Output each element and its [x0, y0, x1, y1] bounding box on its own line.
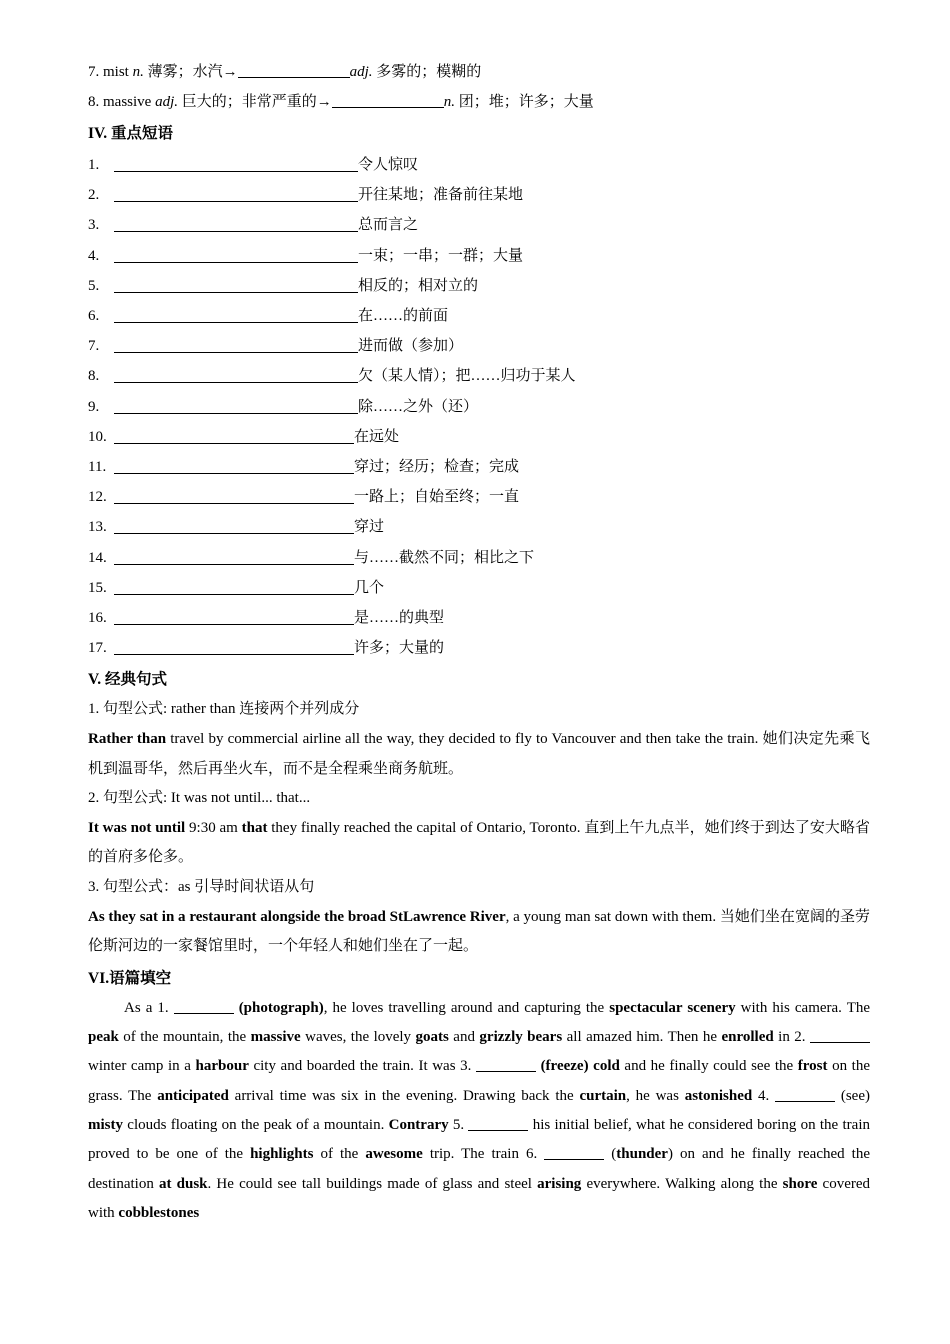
word-entry-number: 7.: [88, 64, 100, 80]
cloze-text: arrival time was six in the evening. Drawing back the: [228, 1087, 580, 1104]
phrase-meaning: 一束；一串；一群；大量: [358, 247, 524, 264]
phrase-meaning: 除……之外（还）: [358, 398, 479, 415]
pattern-keyword-that: that: [241, 819, 268, 836]
cloze-key-word: peak: [88, 1029, 119, 1046]
cloze-text: . He could see tall buildings made of glass and steel: [207, 1175, 538, 1192]
phrase-row: [88, 150, 870, 180]
cloze-text: with his camera. The: [735, 999, 871, 1016]
phrase-meaning: 欠（某人情）；把……归功于某人: [358, 368, 576, 385]
phrase-row: [88, 271, 870, 301]
cloze-text: As a 1.: [124, 999, 174, 1016]
phrase-meaning: 总而言之: [358, 217, 419, 234]
cloze-prompt-word: (photograph): [238, 999, 324, 1016]
word-entry-meaning: 巨大的；非常严重的→: [178, 93, 332, 110]
cloze-blank-2[interactable]: [810, 1029, 870, 1043]
phrase-number: 6.: [88, 308, 100, 325]
phrase-meaning: 进而做（参加）: [358, 338, 464, 355]
pattern-sentence: [88, 903, 870, 962]
document-page: [88, 58, 870, 1228]
cloze-key-word: misty: [88, 1116, 123, 1133]
cloze-key-word: enrolled: [721, 1029, 774, 1046]
word-entry-target-meaning: 团；堆；许多；大量: [455, 93, 594, 110]
cloze-blank-6[interactable]: [544, 1146, 604, 1160]
phrase-meaning: 相反的；相对立的: [358, 277, 479, 294]
pattern-english-mid: 9:30 am: [185, 819, 242, 836]
phrase-blank[interactable]: [114, 518, 354, 534]
phrase-number: 5.: [88, 277, 100, 294]
phrase-meaning: 与……截然不同；相比之下: [354, 549, 535, 566]
cloze-key-word: at dusk: [158, 1175, 208, 1192]
word-entry-pos-target: n.: [443, 93, 456, 110]
cloze-text: his initial belief, what he considered boring on the train proved to be one of the: [88, 1116, 870, 1163]
phrase-blank[interactable]: [114, 277, 358, 293]
section-heading-cloze: VI.语篇填空: [88, 969, 172, 987]
cloze-text: and: [448, 1029, 480, 1046]
phrase-row: [88, 361, 870, 391]
phrase-number: 2.: [88, 187, 100, 204]
cloze-text: in 2.: [773, 1029, 810, 1046]
pattern-translation: 当她们坐在宽阔的圣劳伦斯河边的一家餐馆里时，一个年轻人和她们坐在了一起。: [88, 908, 870, 955]
phrase-blank[interactable]: [114, 156, 358, 172]
phrase-row: [88, 210, 870, 240]
phrase-meaning: 是……的典型: [354, 610, 445, 627]
cloze-text: of the: [313, 1146, 366, 1163]
cloze-key-word: highlights: [250, 1146, 314, 1163]
phrase-number: 9.: [88, 398, 100, 415]
cloze-key-word: anticipated: [157, 1087, 229, 1104]
cloze-blank-5[interactable]: [468, 1117, 528, 1131]
cloze-text: everywhere. Walking along the: [581, 1175, 783, 1192]
word-entry-headword: massive: [103, 93, 156, 110]
word-entry: [88, 58, 870, 88]
cloze-key-word: harbour: [195, 1058, 249, 1075]
cloze-text: all amazed him. Then he: [562, 1029, 722, 1046]
phrase-meaning: 在远处: [354, 428, 400, 445]
phrase-row: [88, 422, 870, 452]
phrase-blank[interactable]: [114, 367, 358, 383]
phrase-row: [88, 633, 870, 663]
pattern-keyword: As they sat in a restaurant alongside the broad StLawrence River: [88, 908, 506, 925]
phrase-number: 4.: [88, 247, 100, 264]
cloze-text: , he was: [626, 1087, 685, 1104]
cloze-key-word: grizzly bears: [479, 1029, 563, 1046]
phrase-blank[interactable]: [114, 307, 358, 323]
phrase-row: [88, 331, 870, 361]
phrase-meaning: 在……的前面: [358, 308, 449, 325]
cloze-text: trip. The train 6.: [422, 1146, 545, 1163]
phrase-blank[interactable]: [114, 398, 358, 414]
word-entry-headword: mist: [103, 64, 133, 80]
phrase-row: [88, 543, 870, 573]
pattern-formula: 1. 句型公式: rather than 连接两个并列成分: [88, 701, 360, 718]
pattern-translation: 直到上午九点半，她们终于到达了安大略省的首府多伦多。: [88, 819, 871, 866]
pattern-english: they finally reached the capital of Ontario, Toronto.: [267, 819, 585, 836]
word-entry-pos: adj.: [155, 93, 178, 110]
phrase-blank[interactable]: [114, 639, 354, 655]
cloze-key-word: astonished: [684, 1087, 753, 1104]
phrase-meaning: 穿过；经历；检查；完成: [354, 459, 520, 476]
phrase-blank[interactable]: [114, 428, 354, 444]
phrase-meaning: 一路上；自始至终；一直: [354, 489, 520, 506]
cloze-text: waves, the lovely: [300, 1029, 416, 1046]
phrase-blank[interactable]: [114, 579, 354, 595]
phrase-number: 16.: [88, 610, 107, 627]
word-entry-meaning: 薄雾；水汽→: [143, 64, 238, 80]
phrase-blank[interactable]: [114, 549, 354, 565]
cloze-text: (see): [835, 1087, 870, 1104]
phrase-row: [88, 301, 870, 331]
pattern-sentence: [88, 725, 870, 784]
cloze-text: , he loves travelling around and capturing the: [323, 999, 610, 1016]
cloze-key-word: cobblestones: [118, 1204, 200, 1221]
phrase-number: 1.: [88, 157, 100, 173]
phrase-blank[interactable]: [114, 337, 358, 353]
cloze-text: winter camp in a: [88, 1058, 196, 1075]
phrase-row: [88, 180, 870, 210]
word-entry: [88, 88, 870, 118]
cloze-key-word: curtain: [579, 1087, 627, 1104]
phrase-row: [88, 482, 870, 512]
cloze-text: on the grass. The: [88, 1058, 870, 1104]
fill-in-blank[interactable]: [238, 63, 350, 78]
cloze-blank-3[interactable]: [476, 1058, 536, 1072]
phrase-meaning: 几个: [354, 579, 385, 596]
phrase-row: [88, 241, 870, 271]
pattern-english: , a young man sat down with them.: [505, 908, 720, 925]
cloze-key-word: awesome: [365, 1146, 423, 1163]
pattern-formula: 3. 句型公式：as 引导时间状语从句: [88, 879, 315, 896]
phrase-blank[interactable]: [114, 458, 354, 474]
word-entry-number: 8.: [88, 93, 100, 110]
cloze-key-word: Contrary: [388, 1116, 449, 1133]
cloze-text: 5.: [448, 1116, 469, 1133]
cloze-text: clouds floating on the peak of a mountain.: [123, 1116, 389, 1133]
pattern-translation: 她们决定先乘飞机到温哥华，然后再坐火车，而不是全程乘坐商务航班。: [88, 731, 870, 777]
cloze-key-word: shore: [782, 1175, 818, 1192]
phrase-meaning: 穿过: [354, 519, 385, 536]
cloze-key-word: arising: [537, 1175, 582, 1192]
cloze-text: ) on and he finally reached the destination: [88, 1146, 870, 1192]
phrase-meaning: 令人惊叹: [358, 157, 419, 173]
phrase-list: [88, 150, 870, 663]
phrase-number: 13.: [88, 519, 107, 536]
cloze-blank-1[interactable]: [174, 1000, 234, 1014]
phrase-number: 14.: [88, 549, 107, 566]
cloze-text: city and boarded the train. It was 3.: [248, 1058, 476, 1075]
cloze-text: of the mountain, the: [118, 1029, 251, 1046]
phrase-number: 10.: [88, 428, 107, 445]
phrase-row: [88, 452, 870, 482]
pattern-keyword: It was not until: [88, 819, 186, 836]
phrase-meaning: 开往某地；准备前往某地: [358, 187, 524, 204]
word-entry-pos: n.: [132, 64, 144, 80]
phrase-row: [88, 512, 870, 542]
pattern-english: travel by commercial airline all the way, they decided to fly to Vancouver and then take the train.: [166, 731, 763, 748]
phrase-blank[interactable]: [114, 247, 358, 263]
fill-in-blank[interactable]: [332, 93, 444, 108]
phrase-number: 12.: [88, 489, 107, 506]
phrase-meaning: 许多；大量的: [354, 640, 445, 657]
word-entry-pos-target: adj.: [349, 64, 373, 80]
phrase-number: 15.: [88, 579, 107, 596]
cloze-key-word: spectacular scenery: [609, 999, 736, 1016]
phrase-row: [88, 603, 870, 633]
cloze-text: (: [604, 1146, 617, 1163]
cloze-text: covered with: [88, 1175, 871, 1221]
phrase-number: 8.: [88, 368, 100, 385]
cloze-passage: [88, 994, 870, 1228]
phrase-row: [88, 573, 870, 603]
cloze-key-word: goats: [415, 1029, 449, 1046]
phrase-blank[interactable]: [114, 488, 354, 504]
cloze-key-word: massive: [250, 1029, 301, 1046]
phrase-number: 7.: [88, 338, 100, 355]
cloze-blank-4[interactable]: [775, 1088, 835, 1102]
phrase-blank[interactable]: [114, 609, 354, 625]
cloze-prompt-word: thunder: [616, 1146, 668, 1163]
phrase-row: [88, 392, 870, 422]
phrase-blank[interactable]: [114, 216, 358, 232]
section-heading-patterns: V. 经典句式: [88, 671, 167, 689]
cloze-text: and he finally could see the: [619, 1058, 798, 1075]
pattern-sentence: [88, 814, 870, 873]
cloze-key-word: frost: [797, 1058, 828, 1075]
cloze-prompt-word: (freeze) cold: [540, 1058, 620, 1075]
cloze-text: 4.: [752, 1087, 776, 1104]
word-entry-target-meaning: 多雾的；模糊的: [372, 64, 482, 80]
phrase-number: 11.: [88, 459, 107, 476]
section-heading-phrases: IV. 重点短语: [88, 125, 173, 142]
pattern-formula: 2. 句型公式: It was not until... that...: [88, 790, 311, 807]
phrase-blank[interactable]: [114, 186, 358, 202]
phrase-number: 3.: [88, 217, 100, 234]
phrase-number: 17.: [88, 640, 107, 657]
pattern-keyword: Rather than: [88, 731, 167, 748]
